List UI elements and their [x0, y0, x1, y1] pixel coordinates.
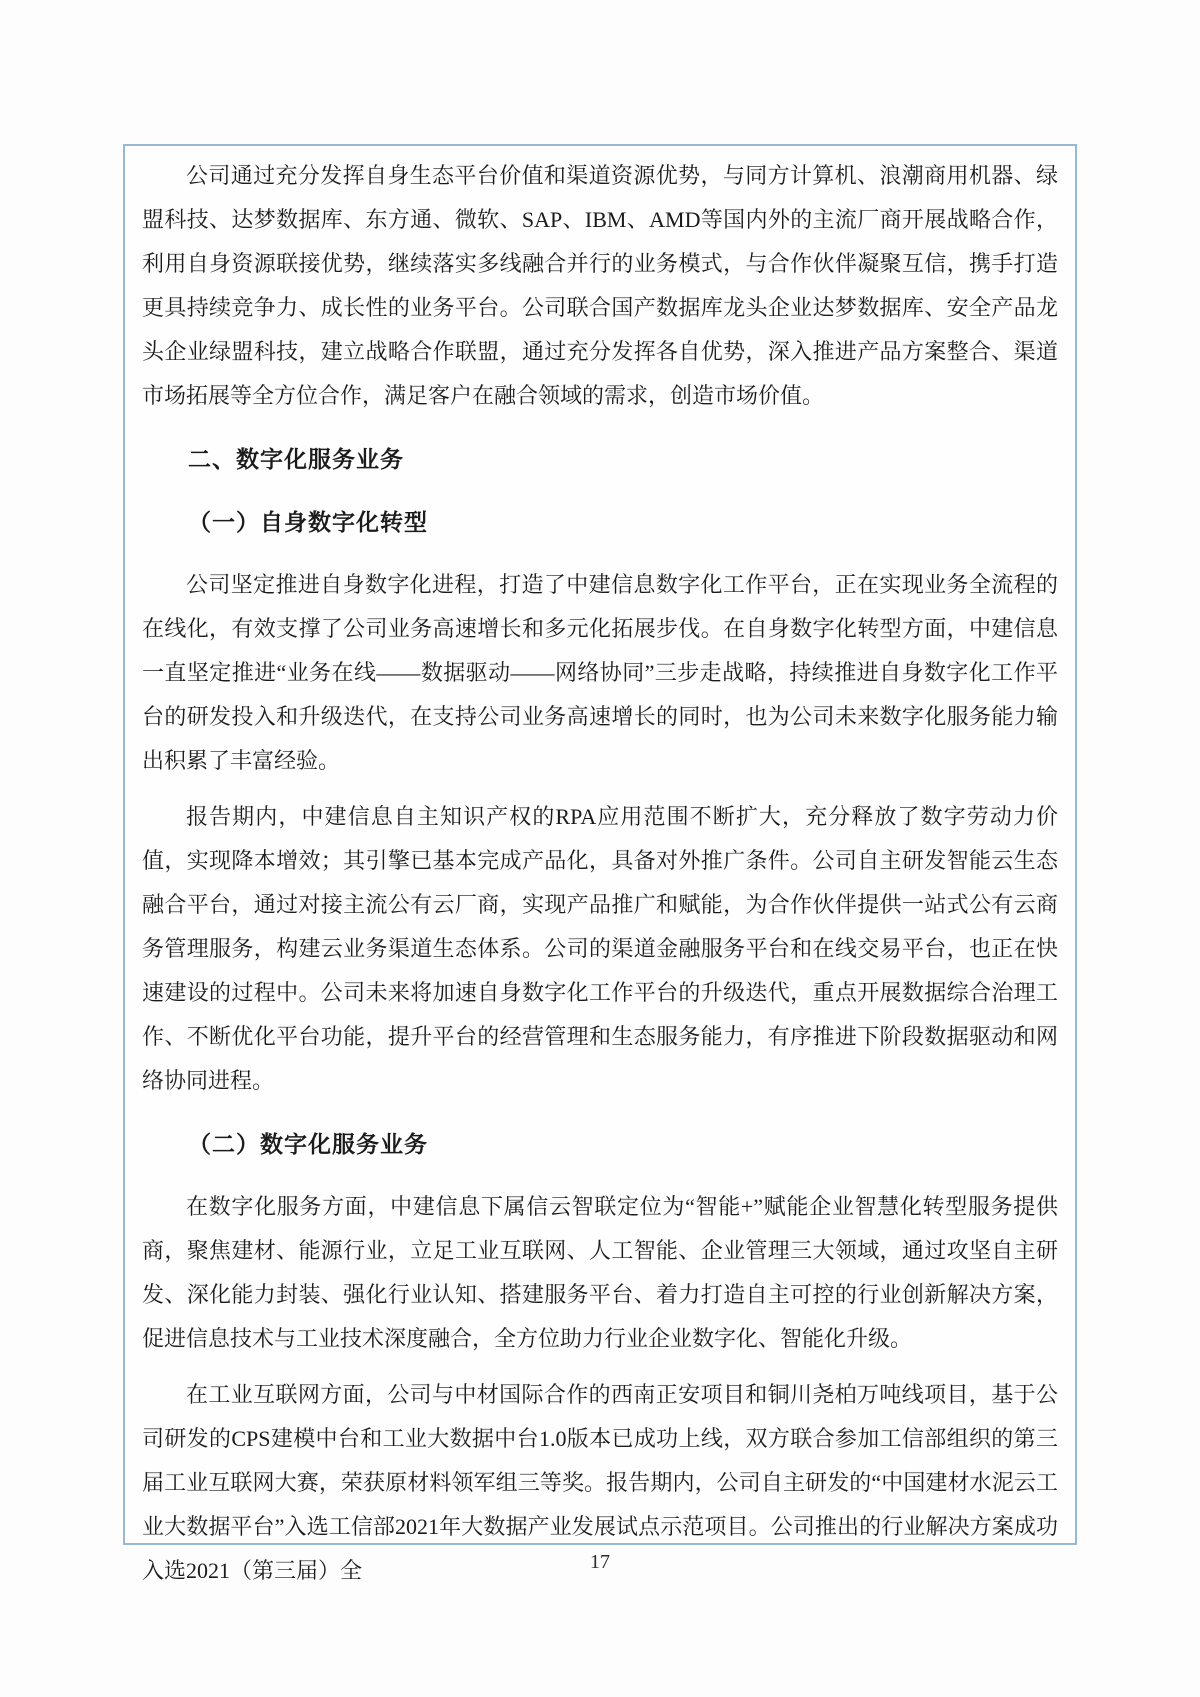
- subsection-heading-self-digital-transformation: （一）自身数字化转型: [188, 509, 428, 535]
- paragraph-xinyun-zhilian-positioning: 在数字化服务方面，中建信息下属信云智联定位为“智能+”赋能企业智慧化转型服务提供商，聚焦建材、能源行业，立足工业互联网、人工智能、企业管理三大领域，通过攻坚自主研发、深化能力封装、强化行业认知、搭建服务平台、着力打造自主可控的行业创新解决方案，促进信息技术与工业技术深度融合，全方位助力行业企业数字化、智能化升级。: [142, 1194, 1058, 1351]
- section-heading-digital-services: 二、数字化服务业务: [188, 446, 404, 472]
- paragraph-rpa-and-cloud-platforms: 报告期内，中建信息自主知识产权的RPA应用范围不断扩大，充分释放了数字劳动力价值，实现降本增效；其引擎已基本完成产品化，具备对外推广条件。公司自主研发智能云生态融合平台，通过对接主流公有云厂商，实现产品推广和赋能，为合作伙伴提供一站式公有云商务管理服务，构建云业务渠道生态体系。公司的渠道金融服务平台和在线交易平台，也正在快速建设的过程中。公司未来将加速自身数字化工作平台的升级迭代，重点开展数据综合治理工作、不断优化平台功能，提升平台的经营管理和生态服务能力，有序推进下阶段数据驱动和网络协同进程。: [142, 804, 1058, 1093]
- paragraph-channel-ecosystem-cooperation: 公司通过充分发挥自身生态平台价值和渠道资源优势，与同方计算机、浪潮商用机器、绿盟科技、达梦数据库、东方通、微软、SAP、IBM、AMD等国内外的主流厂商开展战略合作，利用自身资源联接优势，继续落实多线融合并行的业务模式，与合作伙伴凝聚互信，携手打造更具持续竞争力、成长性的业务平台。公司联合国产数据库龙头企业达梦数据库、安全产品龙头企业绿盟科技，建立战略合作联盟，通过充分发挥各自优势，深入推进产品方案整合、渠道市场拓展等全方位合作，满足客户在融合领域的需求，创造市场价值。: [142, 163, 1058, 408]
- paragraph-industrial-internet-projects: 在工业互联网方面，公司与中材国际合作的西南正安项目和铜川尧柏万吨线项目，基于公司研发的CPS建模中台和工业大数据中台1.0版本已成功上线，双方联合参加工信部组织的第三届工业互联网大赛，荣获原材料领军组三等奖。报告期内，公司自主研发的“中国建材水泥云工业大数据平台”入选工信部2021年大数据产业发展试点示范项目。公司推出的行业解决方案成功入选2021（第三届）全: [142, 1382, 1058, 1583]
- subsection-heading-digital-service-business: （二）数字化服务业务: [188, 1131, 428, 1157]
- page-body: [125, 146, 1075, 1593]
- page-number: 17: [590, 1551, 610, 1573]
- paragraph-digital-work-platform: 公司坚定推进自身数字化进程，打造了中建信息数字化工作平台，正在实现业务全流程的在线化，有效支撑了公司业务高速增长和多元化拓展步伐。在自身数字化转型方面，中建信息一直坚定推进“业务在线——数据驱动——网络协同”三步走战略，持续推进自身数字化工作平台的研发投入和升级迭代，在支持公司业务高速增长的同时，也为公司未来数字化服务能力输出积累了丰富经验。: [142, 572, 1058, 773]
